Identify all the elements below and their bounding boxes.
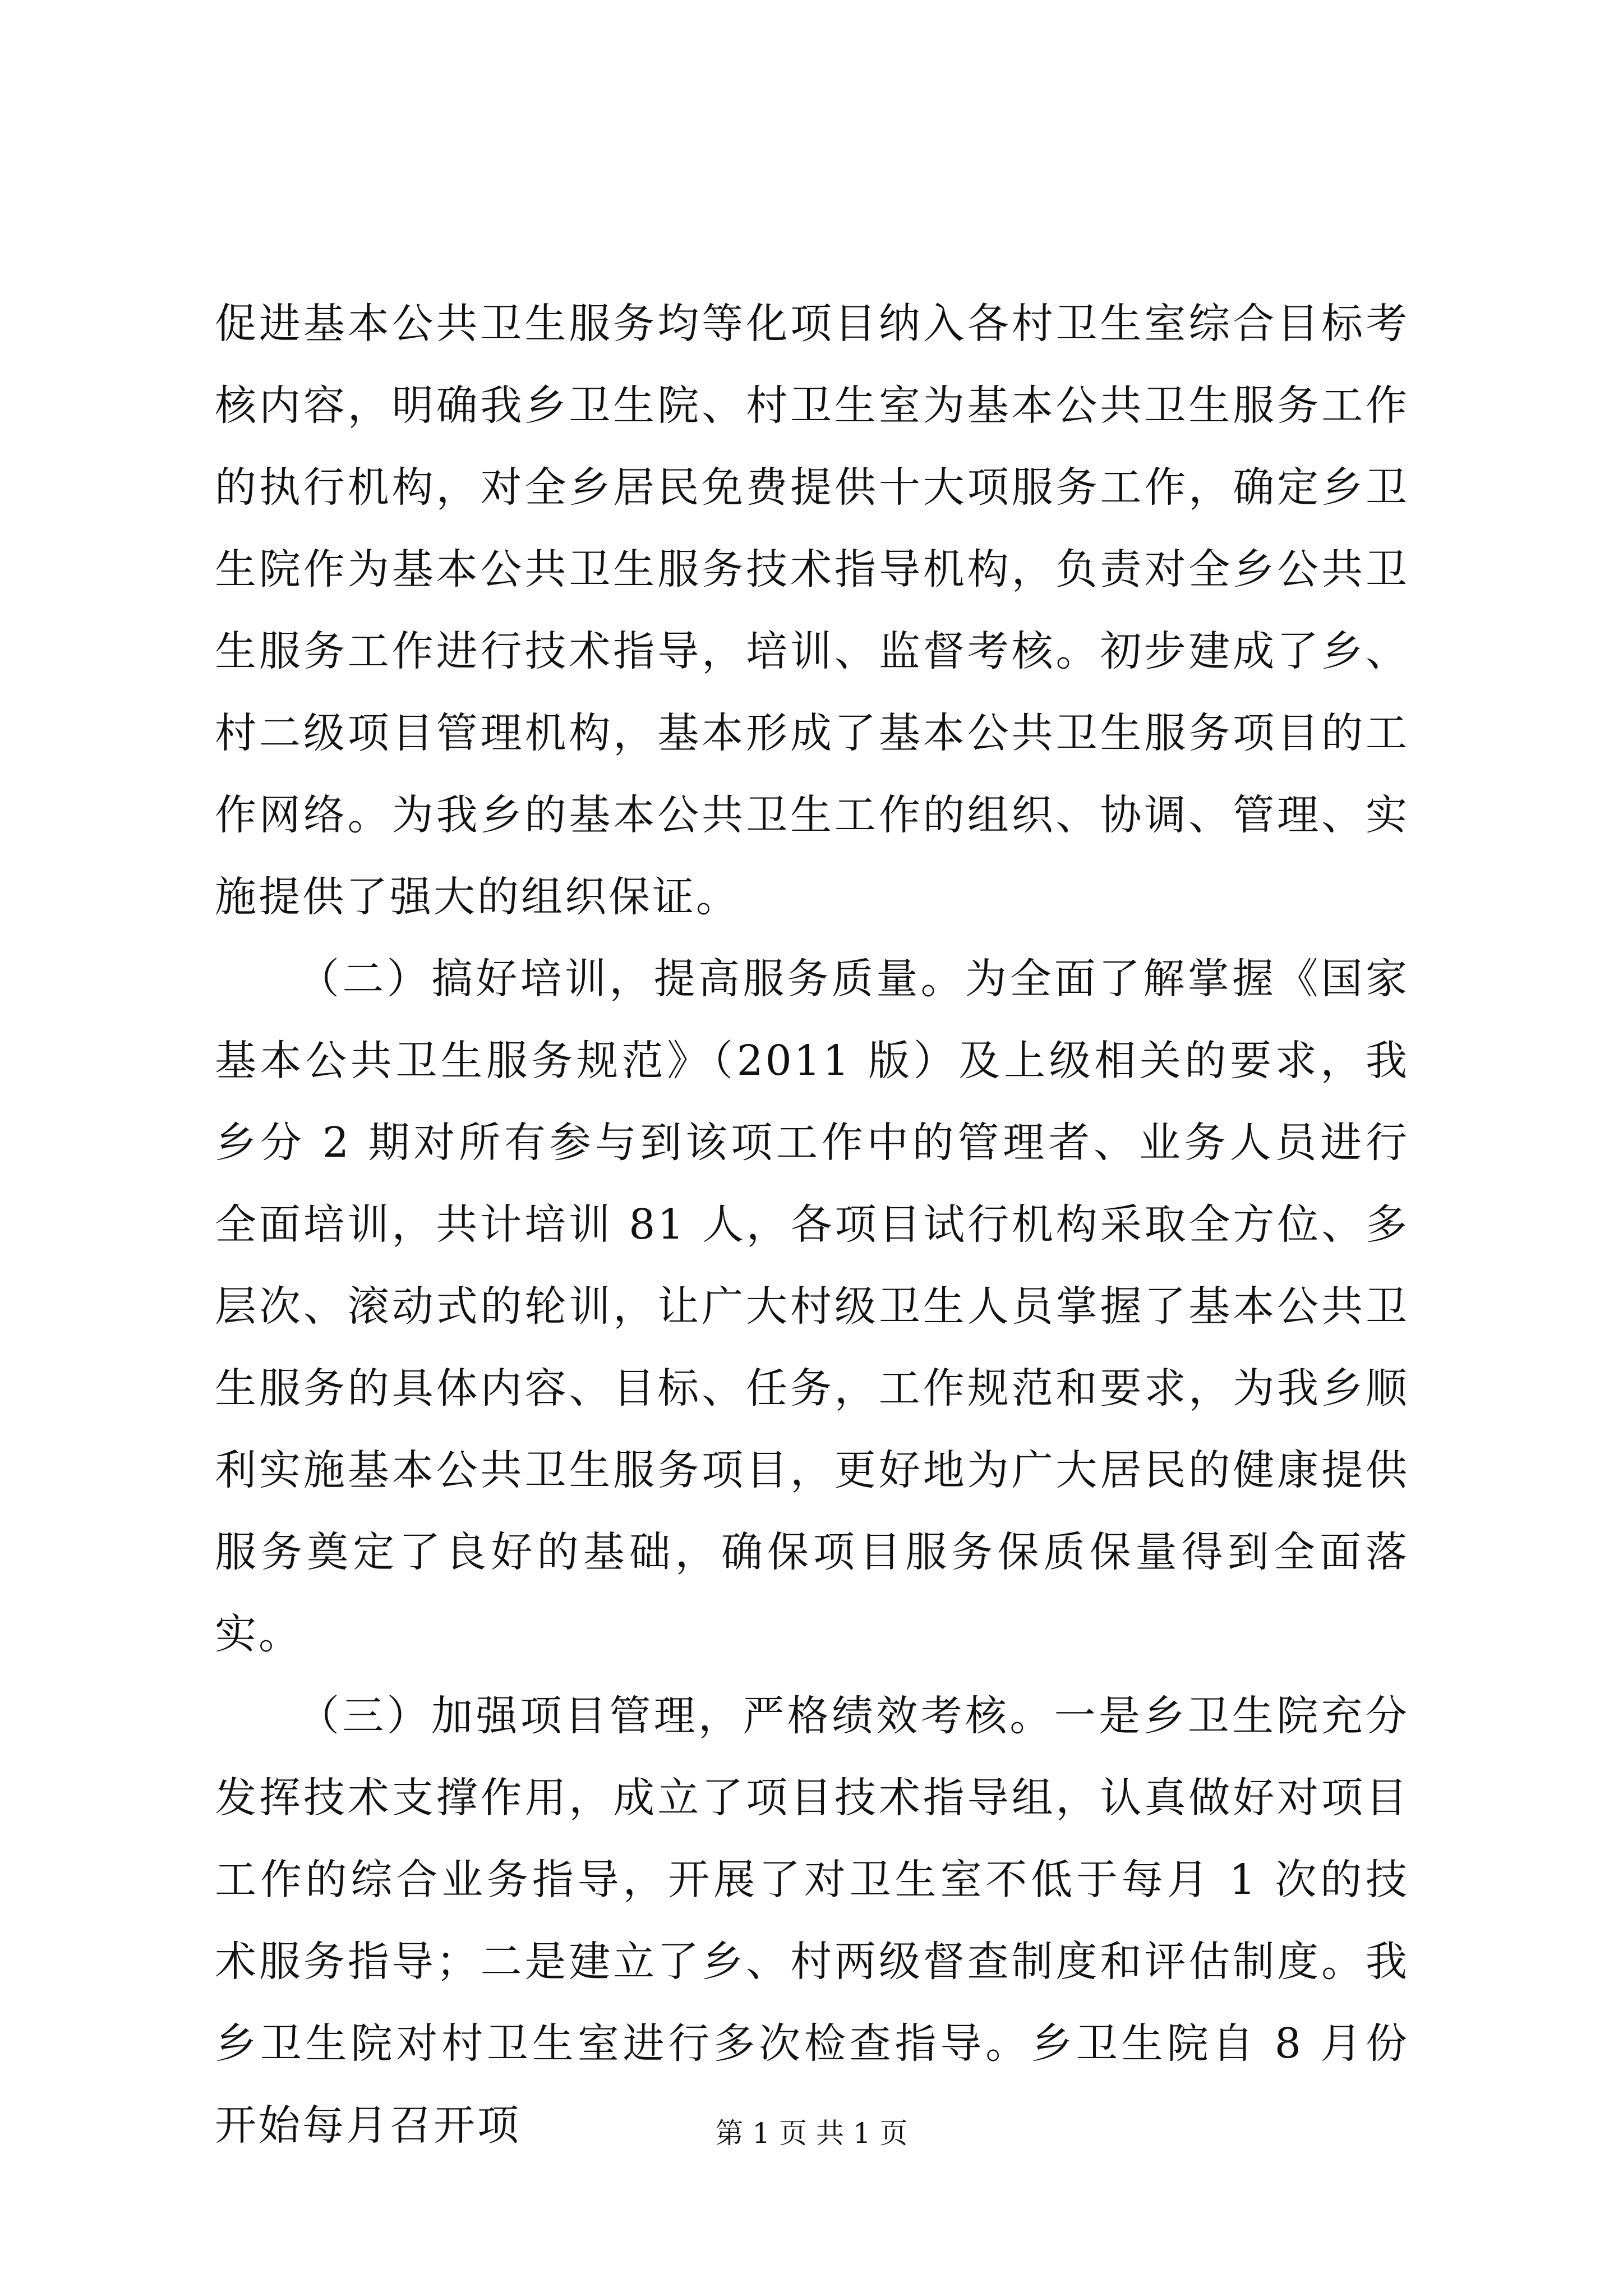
- page-footer: 第 1 页 共 1 页: [715, 2117, 908, 2150]
- paragraph-2: （二）搞好培训，提高服务质量。为全面了解掌握《国家基本公共卫生服务规范》（2011 版）及上级相关的要求，我乡分 2 期对所有参与到该项工作中的管理者、业务人员进行全面培训，共计培训 81 人，各项目试行机构采取全方位、多层次、滚动式的轮训，让广大村级卫生人员掌握了基本公共卫生服务的具体内容、目标、任务，工作规范和要求，为我乡顺利实施基本公共卫生服务项目，更好地为广大居民的健康提供服务奠定了良好的基础，确保项目服务保质保量得到全面落实。: [215, 955, 1409, 1658]
- paragraph-3: （三）加强项目管理，严格绩效考核。一是乡卫生院充分发挥技术支撑作用，成立了项目技术指导组，认真做好对项目工作的综合业务指导，开展了对卫生室不低于每月 1 次的技术服务指导；二是建立了乡、村两级督查制度和评估制度。我乡卫生院对村卫生室进行多次检查指导。乡卫生院自 8 月份开始每月召开项: [215, 1692, 1409, 2150]
- paragraph-1: 促进基本公共卫生服务均等化项目纳入各村卫生室综合目标考核内容，明确我乡卫生院、村卫生室为基本公共卫生服务工作的执行机构，对全乡居民免费提供十大项服务工作，确定乡卫生院作为基本公共卫生服务技术指导机构，负责对全乡公共卫生服务工作进行技术指导，培训、监督考核。初步建成了乡、村二级项目管理机构，基本形成了基本公共卫生服务项目的工作网络。为我乡的基本公共卫生工作的组织、协调、管理、实施提供了强大的组织保证。: [215, 300, 1409, 921]
- document-body: [215, 283, 1409, 2166]
